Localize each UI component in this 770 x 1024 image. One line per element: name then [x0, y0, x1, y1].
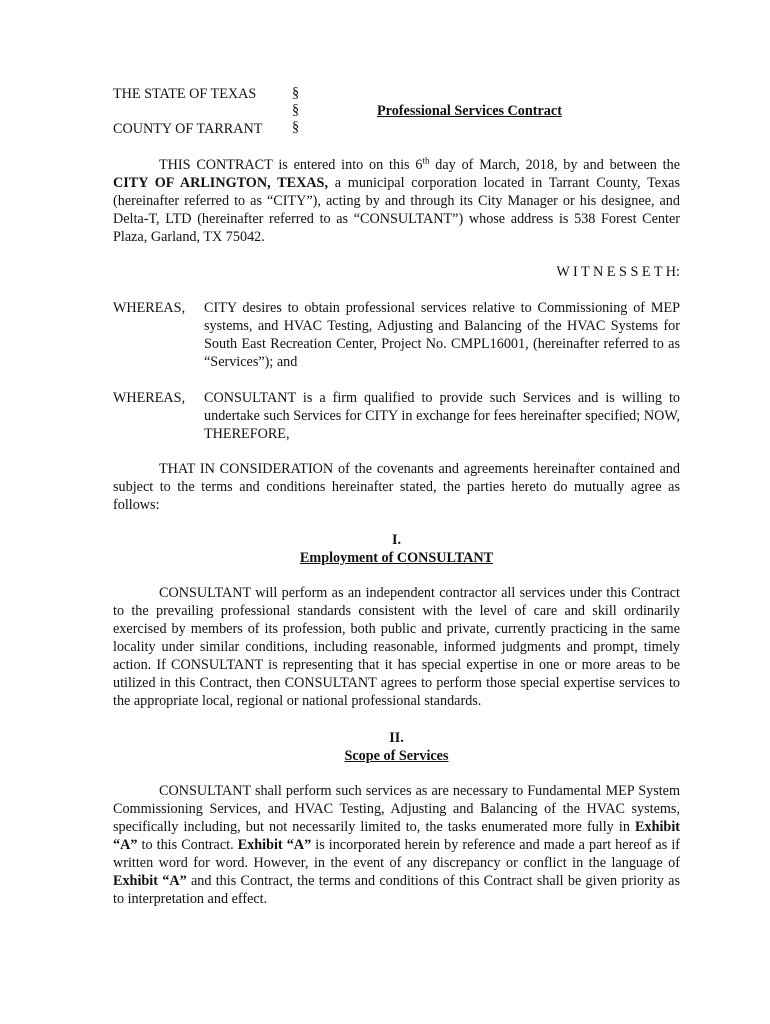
- section-number: I.: [391, 532, 402, 548]
- intro-paragraph: THIS CONTRACT is entered into on this 6th day of March, 2018, by and between the CITY OF ARLINGTON, TEXAS, a municipal corporation located in Tarrant County, Texas (hereinafter referred to as “CITY”), acting by and through its City Manager or his designee, and Delta-T, LTD (hereinafter referred to as “CONSULTANT”) whose address is 538 Forest Center Plaza, Garland, TX 75042.: [113, 155, 680, 245]
- consideration-paragraph: THAT IN CONSIDERATION of the covenants and agreements hereinafter contained and subject to the terms and conditions hereinafter stated, the parties hereto do mutually agree as follows:: [113, 461, 680, 513]
- ordinal-suffix: th: [422, 155, 430, 166]
- exhibit-reference: Exhibit “A”: [237, 837, 312, 853]
- section-heading: [113, 729, 680, 765]
- whereas-clause: CITY desires to obtain professional services relative to Commissioning of MEP systems, and HVAC Testing, Adjusting and Balancing of the HVAC Systems for South East Recreation Center, Project No. CMPL16001, (hereinafter referred to as “Services”); and: [204, 300, 680, 370]
- whereas-label: WHEREAS,: [113, 300, 186, 316]
- section-symbol: §: [292, 119, 300, 135]
- section-symbols: [292, 85, 302, 136]
- state-caption: THE STATE OF TEXAS: [113, 86, 257, 102]
- exhibit-reference: Exhibit “A”: [113, 819, 680, 853]
- county-caption: COUNTY OF TARRANT: [113, 121, 263, 137]
- witnesseth-heading: W I T N E S S E T H:: [556, 264, 680, 280]
- exhibit-reference: Exhibit “A”: [113, 873, 187, 889]
- section-number: II.: [389, 730, 404, 746]
- section-body: CONSULTANT will perform as an independent contractor all services under this Contract to the prevailing professional standards consistent with the level of care and skill ordinarily exercised by members of its profession, both public and private, currently practicing in the same locality under similar conditions, including reasonable, informed judgments and prompt, timely action. If CONSULTANT is representing that it has special expertise in one or more areas to be utilized in this Contract, then CONSULTANT agrees to perform those special expertise services to the appropriate local, regional or national professional standards.: [113, 585, 680, 709]
- section-symbol: §: [292, 102, 300, 118]
- section-title: Scope of Services: [344, 748, 449, 764]
- whereas-clause: CONSULTANT is a firm qualified to provide such Services and is willing to undertake such Services for CITY in exchange for fees hereinafter specified; NOW, THEREFORE,: [204, 390, 680, 442]
- section-body: CONSULTANT shall perform such services as are necessary to Fundamental MEP System Commissioning Services, and HVAC Testing, Adjusting and Balancing of the HVAC systems, specifically including, but not necessarily limited to, the tasks enumerated more fully in Exhibit “A” to this Contract. Exhibit “A” is incorporated herein by reference and made a part hereof as if written word for word. However, in the event of any discrepancy or conflict in the language of Exhibit “A” and this Contract, the terms and conditions of this Contract shall be given priority as to interpretation and effect.: [113, 783, 680, 907]
- section-symbol: §: [292, 85, 300, 101]
- section-heading: [113, 531, 680, 567]
- section-title: Employment of CONSULTANT: [299, 550, 494, 566]
- city-name: CITY OF ARLINGTON, TEXAS,: [113, 175, 328, 191]
- contract-title: Professional Services Contract: [377, 103, 562, 119]
- whereas-label: WHEREAS,: [113, 390, 186, 406]
